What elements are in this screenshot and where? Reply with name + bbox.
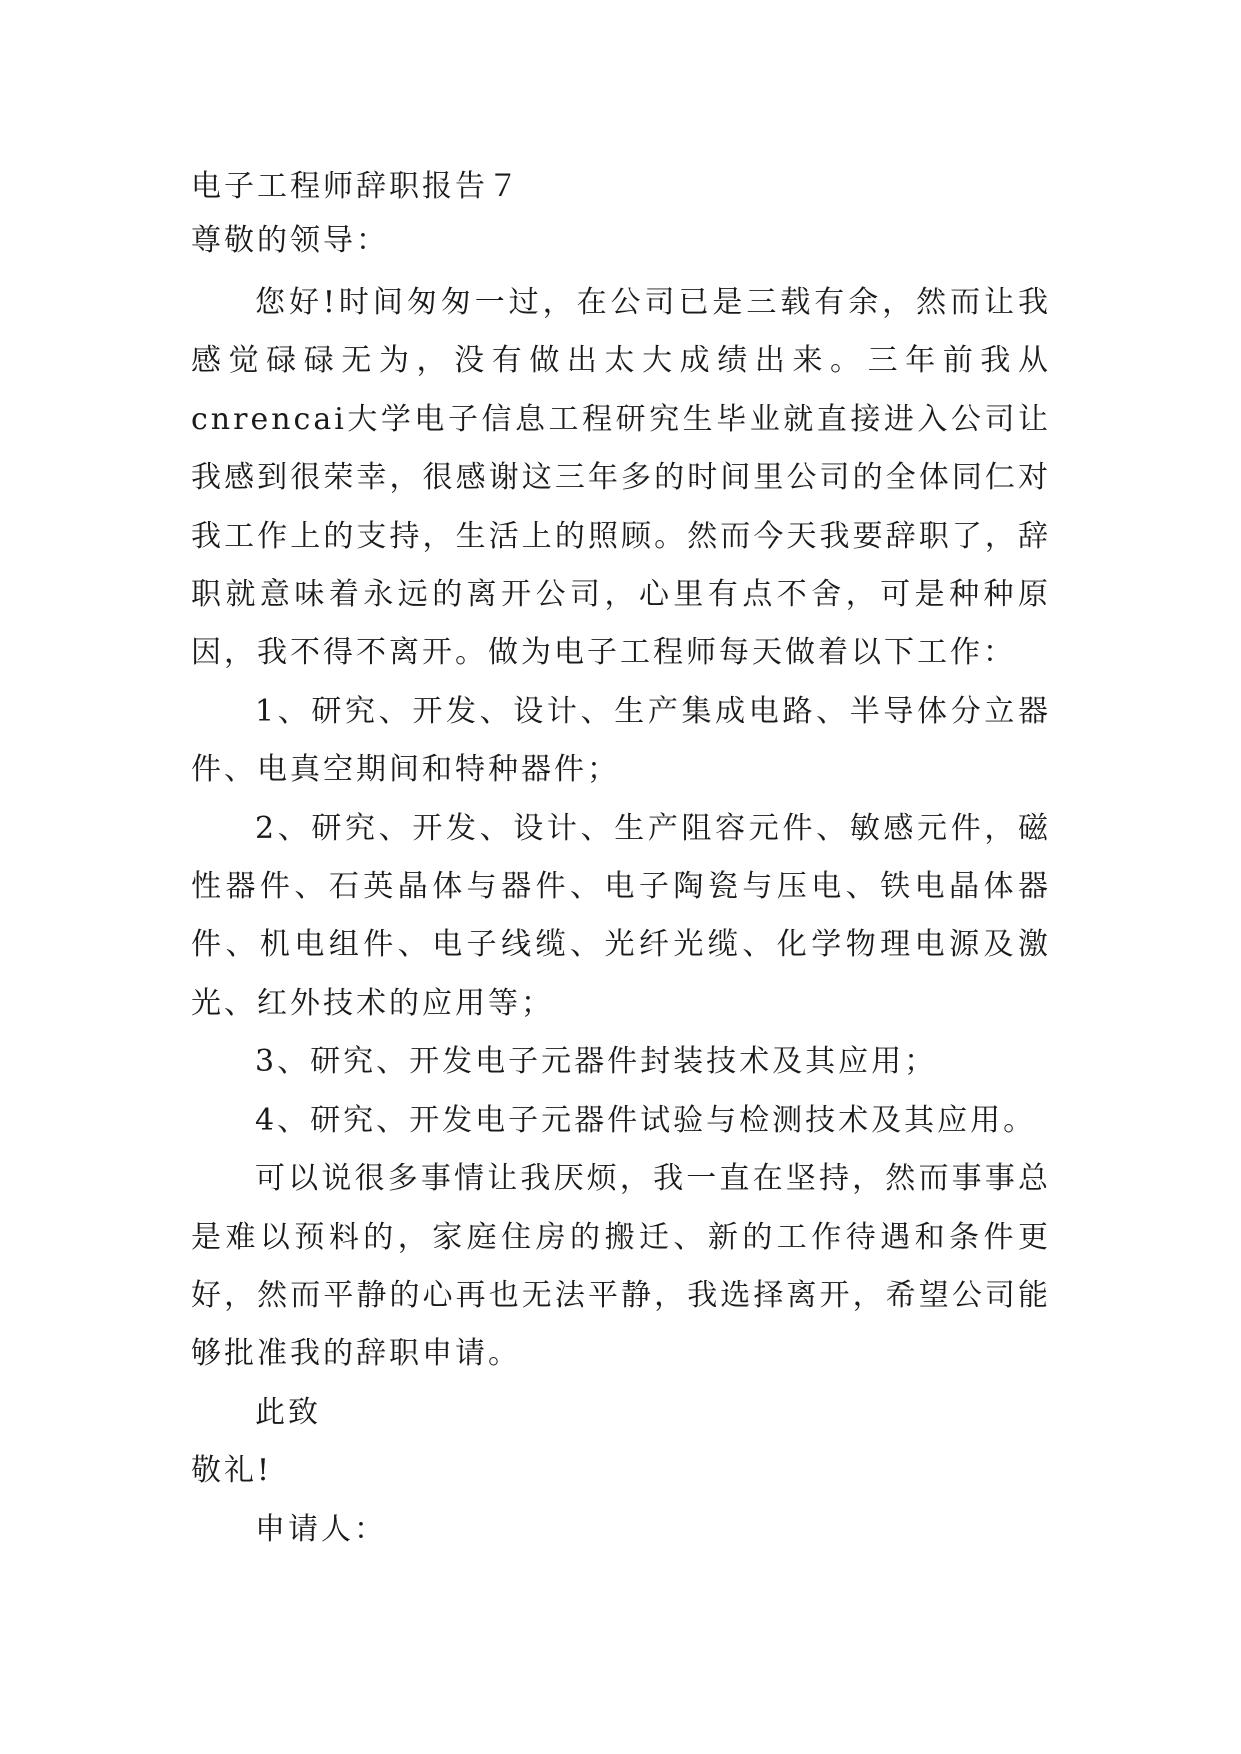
salutation: 尊敬的领导： [191, 223, 389, 258]
paragraph-item-4: 4、研究、开发电子元器件试验与检测技术及其应用。 [255, 1102, 1037, 1138]
paragraph-item-1: 1、研究、开发、设计、生产集成电路、半导体分立器件、电真空期间和特种器件； [191, 693, 1051, 788]
paragraph-item-2: 2、研究、开发、设计、生产阻容元件、敏感元件，磁性器件、石英晶体与器件、电子陶瓷与压电、铁电晶体器件、机电组件、电子线缆、光纤光缆、化学物理电源及激光、红外技术的应用等； [191, 810, 1051, 1021]
paragraph-reason: 可以说很多事情让我厌烦，我一直在坚持，然而事事总是难以预料的，家庭住房的搬迁、新的工作待遇和条件更好，然而平静的心再也无法平静，我选择离开，希望公司能够批准我的辞职申请。 [191, 1161, 1051, 1372]
document-body [191, 160, 1051, 1559]
paragraph-item-3: 3、研究、开发电子元器件封装技术及其应用； [255, 1044, 938, 1080]
applicant-label: 申请人： [255, 1511, 387, 1547]
paragraph-intro: 您好!时间匆匆一过，在公司已是三载有余，然而让我感觉碌碌无为，没有做出太大成绩出来。三年前我从cnrencai大学电子信息工程研究生毕业就直接进入公司让我感到很荣幸，很感谢这三年多的时间里公司的全体同仁对我工作上的支持，生活上的照顾。然而今天我要辞职了，辞职就意味着永远的离开公司，心里有点不舍，可是种种原因，我不得不离开。做为电子工程师每天做着以下工作： [191, 285, 1051, 671]
closing-cizhi: 此致 [255, 1394, 321, 1430]
document-title: 电子工程师辞职报告７ [191, 169, 521, 204]
closing-jingli: 敬礼! [191, 1453, 273, 1489]
